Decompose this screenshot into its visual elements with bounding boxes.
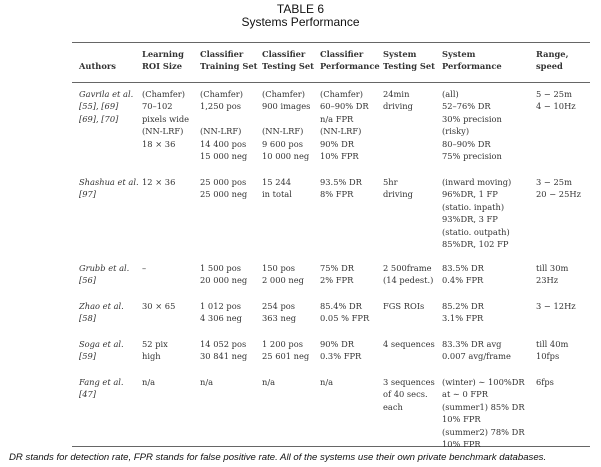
author-cell: Zhao et al. [58] — [79, 301, 124, 324]
table-cell: 90% DR 0.3% FPR — [320, 339, 362, 362]
table-cell: n/a — [200, 377, 214, 387]
table-cell: till 40m 10fps — [536, 339, 569, 362]
table-cell: 15 244 in total — [262, 177, 292, 200]
author-cell: Fang et al. [47] — [79, 377, 124, 400]
column-header: Learning ROI Size — [142, 49, 184, 72]
top-rule — [72, 42, 590, 43]
table-cell: 30 × 65 — [142, 301, 176, 311]
table-cell: 3 − 25m 20 − 25Hz — [536, 177, 581, 200]
table-cell: 12 × 36 — [142, 177, 176, 187]
table-cell: 83.5% DR 0.4% FPR — [442, 263, 484, 286]
column-header: Classifier Performance — [320, 49, 380, 72]
table-cell: n/a — [262, 377, 276, 387]
table-cell: (Chamfer) 70–102 pixels wide (NN-LRF) 18 × 36 — [142, 89, 190, 149]
table-cell: (inward moving) 96%DR, 1 FP (statio. inpath) 93%DR, 3 FP (statio. outpath) 85%DR, 102 FP — [442, 177, 512, 250]
author-cell: Soga et al. [59] — [79, 339, 124, 362]
table-cell: 150 pos 2 000 neg — [262, 263, 304, 286]
table-cell: 254 pos 363 neg — [262, 301, 297, 324]
table-cell: 75% DR 2% FPR — [320, 263, 354, 286]
table-cell: till 30m 23Hz — [536, 263, 569, 286]
table-cell: 93.5% DR 8% FPR — [320, 177, 362, 200]
table-cell: 85.2% DR 3.1% FPR — [442, 301, 484, 324]
table-label: TABLE 6 — [276, 2, 325, 16]
author-cell: Gavrila et al. [55], [69] [69], [70] — [79, 89, 134, 124]
table-caption: Systems Performance — [241, 15, 360, 29]
column-header: Range, speed — [536, 49, 569, 72]
table-cell: (winter) ∼ 100%DR at ∼ 0 FPR (summer1) 85% DR 10% FPR (summer2) 78% DR 10% FPR — [442, 377, 525, 450]
table-cell: 52 pix high — [142, 339, 168, 362]
header-rule — [72, 82, 590, 83]
table-cell: 5 − 25m 4 − 10Hz — [536, 89, 576, 112]
column-header: Classifier Training Set — [200, 49, 258, 72]
column-header: Classifier Testing Set — [262, 49, 314, 72]
table-cell: 2 500frame (14 pedest.) — [383, 263, 434, 286]
table-cell: 1 200 pos 25 601 neg — [262, 339, 310, 362]
table-cell: 3 − 12Hz — [536, 301, 576, 311]
table-cell: FGS ROIs — [383, 301, 425, 311]
table-cell: 25 000 pos 25 000 neg — [200, 177, 248, 200]
column-header: Authors — [79, 61, 116, 71]
table-cell: 3 sequences of 40 secs. each — [383, 377, 435, 412]
table-cell: 14 052 pos 30 841 neg — [200, 339, 248, 362]
table-cell: 1 500 pos 20 000 neg — [200, 263, 248, 286]
column-header: System Testing Set — [383, 49, 435, 72]
table-cell: (Chamfer) 900 images (NN-LRF) 9 600 pos 10 000 neg — [262, 89, 311, 162]
table-cell: 24min driving — [383, 89, 413, 112]
author-cell: Shashua et al. [97] — [79, 177, 139, 200]
table-cell: (Chamfer) 1,250 pos (NN-LRF) 14 400 pos 15 000 neg — [200, 89, 248, 162]
table-cell: 6fps — [536, 377, 554, 387]
table-cell: 5hr driving — [383, 177, 413, 200]
author-cell: Grubb et al. [56] — [79, 263, 130, 286]
table-cell: (Chamfer) 60–90% DR n/a FPR (NN-LRF) 90% DR 10% FPR — [320, 89, 369, 162]
table-cell: 83.3% DR avg 0.007 avg/frame — [442, 339, 511, 362]
table-cell: 1 012 pos 4 306 neg — [200, 301, 242, 324]
table-cell: – — [142, 263, 147, 273]
column-header: System Performance — [442, 49, 502, 72]
footnote: DR stands for detection rate, FPR stands for false positive rate. All of the systems use their own private benchmark databases. — [9, 452, 547, 463]
table-cell: n/a — [320, 377, 334, 387]
table-cell: 4 sequences — [383, 339, 435, 349]
table-cell: n/a — [142, 377, 156, 387]
table-cell: (all) 52–76% DR 30% precision (risky) 80–90% DR 75% precision — [442, 89, 502, 162]
table-cell: 85.4% DR 0.05 % FPR — [320, 301, 370, 324]
